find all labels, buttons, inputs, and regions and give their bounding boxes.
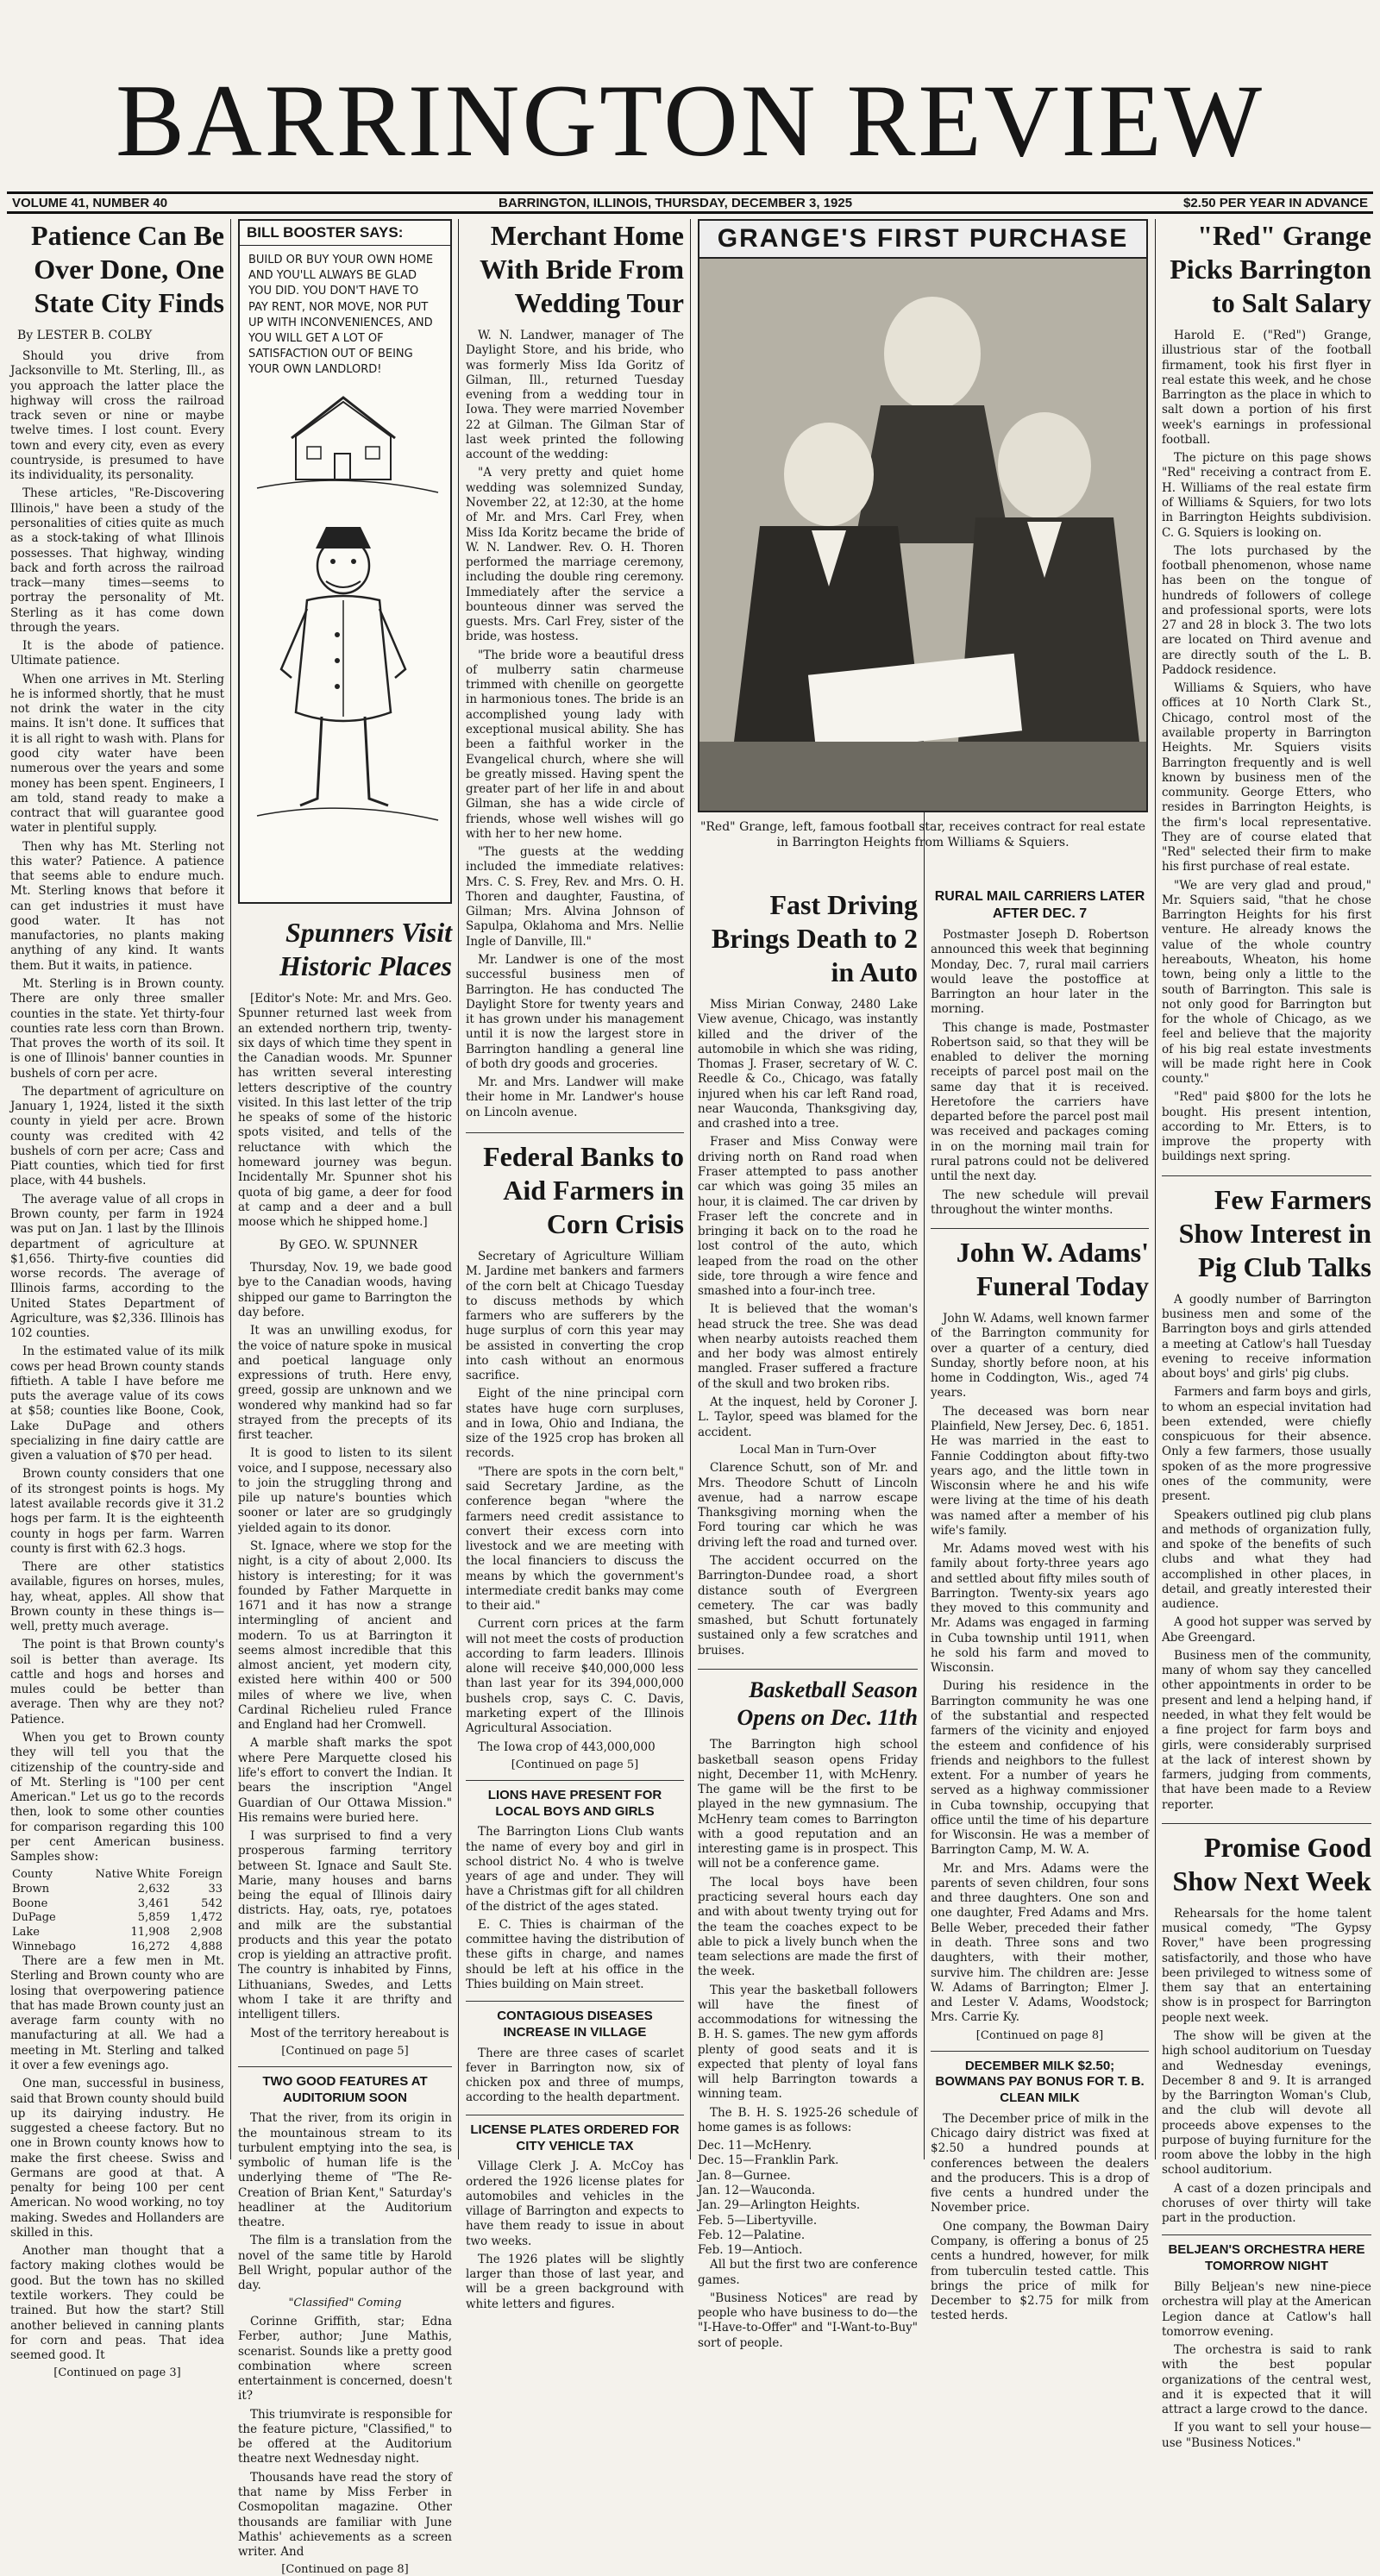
paragraph: "The bride wore a beautiful dress of mulberry satin charmeuse trimmed with chenille on georgette in harmonious tones. The bride is an accomplished young lady with exceptional musical ability. She has been a faithful worker in the Evangelical church, where she will be greatly missed. Having spent the greater part of her life in and about Gilman, she has a wide circle of friends, whose well wishes will go with her to her new home. <box>466 648 684 841</box>
table-cell: DuPage <box>12 1911 56 1925</box>
article-milk <box>931 2112 1149 2324</box>
headline-fast-driving: Fast Driving Brings Death to 2 in Auto <box>711 889 918 988</box>
schedule-item: Jan. 8—Gurnee. <box>698 2168 791 2183</box>
byline-colby: By LESTER B. COLBY <box>17 329 153 343</box>
schedule-item: Feb. 5—Libertyville. <box>698 2213 818 2228</box>
paragraph: During his residence in the Barrington community he was one of the substantial and respected farmers of the vicinity and enjoyed the esteem and confidence of his friends and neighbors to the fullest extent. For a number of years he served as a highway commissioner in Cuba township, occupying that office until the time of his departure for Wisconsin. He was a member of Barrington Camp, M. W. A. <box>931 1679 1149 1858</box>
paragraph: That the river, from its origin in the mountainous stream to its turbulent emptying into the sea, is symbolic of human life is the underlying theme of "The Re-Creation of Brian Kent," Saturday's headliner at the Auditorium theatre. <box>238 2111 452 2230</box>
schedule-item: Dec. 11—McHenry. <box>698 2139 812 2153</box>
paragraph: It is the abode of patience. Ultimate patience. <box>10 639 224 668</box>
paragraph: Harold E. ("Red") Grange, illustrious star of the football firmament, took his first flyer in real estate this week, and he chose Barrington as the place in which to salt down a portion of his first week's earnings in professional football. <box>1162 329 1371 447</box>
paragraph: The deceased was born near Plainfield, New Jersey, Dec. 6, 1851. He was married in the east to Fannie Coddington about fifty-two years ago, and the little town in Wisconsin where he and his wife were living at the time of his death was named after a member of his wife's family. <box>931 1404 1149 1538</box>
paragraph: The 1926 plates will be slightly larger than those of last year, and will be a green background with white letters and figures. <box>466 2252 684 2311</box>
continued-note: [Continued on page 3] <box>53 2366 181 2380</box>
table-cell: 2,908 <box>190 1925 223 1939</box>
table-cell: Boone <box>12 1896 48 1910</box>
article-farmers <box>1162 1293 1371 1813</box>
column-rule <box>690 219 691 2159</box>
cartoon-text: BUILD OR BUY YOUR OWN HOME AND YOU'LL ALWAYS BE GLAD YOU DID. YOU DON'T HAVE TO PAY RENT, NOR MOVE, NOR PUT UP WITH INCONVENIENCES, AND YOU WILL GET A LOT OF SATISFACTION OUT OF BEING YOUR OWN LANDLORD! <box>248 254 434 377</box>
paragraph: A good hot supper was served by Abe Greengard. <box>1162 1615 1371 1645</box>
table-row <box>10 1897 224 1912</box>
paragraph: Thousands have read the story of that name by Miss Ferber in Cosmopolitan magazine. Other thousands are familiar with June Mathis' achievements as a screen writer. And <box>238 2470 452 2560</box>
paragraph: There are a few men in Mt. Sterling and Brown county who are losing that overpowering patience that has made Brown county just an average farm county with no manufacturing at all. We had a meeting in Mt. Sterling and talked it over a few evenings ago. <box>10 1954 224 2072</box>
paragraph: The new schedule will prevail throughout the winter months. <box>931 1188 1149 1217</box>
paragraph: "The guests at the wedding included the immediate relatives: Mrs. C. S. Frey, Rev. and Mrs. O. H. Thoren and daughter, Faustina, of Gilman; Mrs. Alvina Johnson of Sapulpa, Oklahoma and Mrs. Nellie Ingle of Danville, Ill." <box>466 845 684 949</box>
column-2 <box>238 219 452 2576</box>
column-4-lower <box>698 888 918 2350</box>
headline-merchant: Merchant Home With Bride From Wedding Tour <box>479 220 684 319</box>
paragraph: At the inquest, held by Coroner J. L. Taylor, speed was blamed for the accident. <box>698 1395 918 1439</box>
table-cell: 16,272 <box>130 1940 171 1953</box>
headline-milk: DECEMBER MILK $2.50; BOWMANS PAY BONUS FOR T. B. CLEAN MILK <box>931 2051 1149 2107</box>
headline-lions: LIONS HAVE PRESENT FOR LOCAL BOYS AND GIRLS <box>466 1780 684 1821</box>
headline-plates: LICENSE PLATES ORDERED FOR CITY VEHICLE TAX <box>466 2115 684 2155</box>
headline-orchestra: BELJEAN'S ORCHESTRA HERE TOMORROW NIGHT <box>1162 2234 1371 2275</box>
paragraph: Current corn prices at the farm will not meet the costs of production according to farm leaders. Illinois alone will receive $40,000,000 less than last year for its 394,000,000 bushels crop, says C. C. Davis, marketing expert of the Illinois Agricultural Association. <box>466 1617 684 1736</box>
table-cell: 33 <box>208 1883 223 1896</box>
headline-basketball: Basketball Season Opens on Dec. 11th <box>698 1669 918 1731</box>
article-adams <box>931 1312 1149 2025</box>
bill-booster-illustration <box>240 385 450 868</box>
table-cell: 4,888 <box>190 1940 223 1953</box>
paragraph: Postmaster Joseph D. Robertson announced this week that beginning Monday, Dec. 7, rural mail carriers would leave the postoffice at Barrington an hour later in the morning. <box>931 928 1149 1017</box>
paragraph: "A very pretty and quiet home wedding was solemnized Sunday, November 22, at 12:30, at the home of Mr. and Mrs. Carl Frey, when Miss Ida Koritz became the bride of W. N. Landwer. Rev. O. H. Thoren performed the marriage ceremony, including the double ring ceremony. Immediately after the service a bounteous dinner was served the guests. Mrs. Carl Frey, sister of the bride, was hostess. <box>466 466 684 644</box>
paragraph: Should you drive from Jacksonville to Mt. Sterling, Ill., as you approach the latter place the highway will cross the railroad track seven or nine or maybe twelve times. I lost count. Every town and every city, even as every countryside, is presumed to have its individuality, its personality. <box>10 349 224 483</box>
cartoon-title: BILL BOOSTER SAYS: <box>240 221 450 246</box>
continued-note: [Continued on page 8] <box>281 2563 409 2576</box>
paragraph: Village Clerk J. A. McCoy has ordered the 1926 license plates for automobiles and vehicles in the village of Barrington and expects to have them ready to issue in about two weeks. <box>466 2159 684 2248</box>
paragraph: A marble shaft marks the spot where Pere Marquette closed his life's effort to convert the Indian. It bears the inscription "Angel Guardian of Our Ottawa Mission." His remains were buried here. <box>238 1736 452 1825</box>
paragraph: E. C. Thies is chairman of the committee having the distribution of these gifts in charge, and names should be left at his office in the Thies building on Main street. <box>466 1917 684 1991</box>
paragraph: The lots purchased by the football phenomenon, whose name has been on the tongue of hundreds of followers of college and professional sports, were lots 27 and 28 in block 3. The two lots are located on Third avenue and are directly south of the L. B. Paddock residence. <box>1162 543 1371 677</box>
subhead-classified: "Classified" Coming <box>288 2297 402 2310</box>
article-orchestra <box>1162 2280 1371 2451</box>
article-basketball <box>698 1738 918 2351</box>
paragraph: "Red" paid $800 for the lots he bought. His present intention, according to Mr. Etters, is to improve the property with buildings next spring. <box>1162 1090 1371 1164</box>
schedule-item: Dec. 15—Franklin Park. <box>698 2153 839 2168</box>
dateline: BARRINGTON, ILLINOIS, THURSDAY, DECEMBER 3, 1925 <box>499 195 853 210</box>
paragraph: The B. H. S. 1925-26 schedule of home games is as follows: <box>698 2105 918 2134</box>
table-cell: 3,461 <box>137 1896 171 1910</box>
paragraph: When one arrives in Mt. Sterling he is informed shortly, that he must not drink the water in the city mains. It isn't done. It suffices that it is all right to wash with. Plans for good city water have been numerous over the years and some money has been spent. Engineers, I am told, stand ready to make a contract that will guarantee good water in plentiful supply. <box>10 672 224 836</box>
headline-red-grange: "Red" Grange Picks Barrington to Salt Salary <box>1170 220 1371 319</box>
schedule-item: Jan. 12—Wauconda. <box>698 2184 816 2198</box>
byline-spunner: By GEO. W. SPUNNER <box>279 1238 418 1253</box>
headline-mail-carriers: RURAL MAIL CARRIERS LATER AFTER DEC. 7 <box>934 889 1145 921</box>
paragraph: The Barrington high school basketball season opens Friday night, December 11, with McHenry. The game will be the first to be played in the new gymnasium. The McHenry team comes to Barrington with a good reputation and an interesting game is in prospect. This will not be a conference game. <box>698 1738 918 1871</box>
paragraph: In the estimated value of its milk cows per head Brown county stands fiftieth. A table I have before me puts the average value of its cows at $58; counties like Boone, Cook, Lake DuPage and others specializing in fine dairy cattle are given a valuation of $70 per head. <box>10 1344 224 1463</box>
paragraph: "There are spots in the corn belt," said Secretary Jardine, as the conference began "where the farmers need credit assistance to convert their excess corn into livestock and we are meeting with the local financiers to discuss the means by which the government's intermediate credit banks may come to their aid." <box>466 1464 684 1614</box>
article-banks <box>466 1250 684 1755</box>
article-plates <box>466 2159 684 2312</box>
paragraph: I was surprised to find a very prosperous farming territory between St. Ignace and Sault Ste. Marie, many houses and barns being the equal of Illinois dairy districts. Hay, oats, rye, potatoes and milk are the substantial products and this year the potato crop is yielding an attractive profit. The country is inhabited by Finns, Lithuanians, Swedes, and Letts whom I take it are thrifty and intelligent tillers. <box>238 1829 452 2022</box>
paragraph: It is believed that the woman's head struck the tree. She was dead when nearby autoists reached them and her body was almost entirely mangled. Fraser suffered a fracture of the skull and two broken ribs. <box>698 1302 918 1391</box>
headline-spunner: Spunners Visit Historic Places <box>279 917 452 982</box>
table-row <box>10 1911 224 1926</box>
paragraph: Secretary of Agriculture William M. Jardine met bankers and farmers of the corn belt at Chicago Tuesday to discuss methods by which farmers who are sufferers by the huge surplus of corn this year may be assisted in converting the crop into cash without an enormous sacrifice. <box>466 1250 684 1383</box>
paragraph: The picture on this page shows "Red" receiving a contract from E. H. Williams of the real estate firm of Williams & Squiers, for two lots in Barrington Heights subdivision. C. G. Squiers is looking on. <box>1162 451 1371 540</box>
table-row <box>10 1883 224 1897</box>
paragraph: St. Ignace, where we stop for the night, is a city of about 2,000. Its history is interesting; for it was founded by Father Marquette in 1671 and it has now a strange intermingling of ancient and modern. To us at Barrington it seems almost incredible that this almost ancient, yet modern city, existed here within 400 or 500 miles of where we live, when Cardinal Richelieu ruled France and England had her Cromwell. <box>238 1539 452 1733</box>
subscription-price: $2.50 PER YEAR IN ADVANCE <box>1183 195 1368 210</box>
photo-caption: "Red" Grange, left, famous football star, receives contract for real estate in Barrington Heights from Williams & Squiers. <box>699 820 1146 850</box>
article-body <box>10 349 224 2363</box>
grange-contract-photo <box>699 259 1146 811</box>
table-row <box>10 1940 224 1955</box>
paragraph: W. N. Landwer, manager of The Daylight Store, and his bride, who was formerly Miss Ida Goritz of Gilman, Ill., returned Tuesday evening from a wedding tour in Iowa. They were married November 22 at Gilman. The Gilman Star of last week printed the following account of the wedding: <box>466 329 684 462</box>
headline-adams: John W. Adams' Funeral Today <box>931 1228 1149 1303</box>
paragraph: The show will be given at the high school auditorium on Tuesday and Wednesday evenings, December 8 and 9. It is arranged by the Barrington Woman's Club, and the club will devote all proceeds above expenses to the purpose of buying furniture for the room above the lobby in the high school auditorium. <box>1162 2029 1371 2178</box>
paragraph: "We are very glad and proud," Mr. Squiers said, "that he chose Barrington Heights for his first venture. He already knows the value of the whole country hereabouts, Wheaton, his home town, being only a little to the south of Barrington. This sale is not only good for Barrington but for the whole of Chicago, as we feel and believe that the majority of his big real estate investments will be made right here in Cook county." <box>1162 878 1371 1087</box>
paragraph: Miss Mirian Conway, 2480 Lake View avenue, Chicago, was instantly killed and the driver of the automobile in which she was riding, Thomas J. Fraser, secretary of W. C. Reedle & Co., Chicago, was fatally injured when his car left Rand road, near Wauconda, Thanksgiving day, and crashed into a tree. <box>698 998 918 1131</box>
column-3 <box>466 219 684 2311</box>
continued-note: [Continued on page 5] <box>511 1758 639 1771</box>
paragraph: Another man thought that a factory making clothes would be good. But the town has no skilled textile workers. They could be trained. But how the start? Still another believed in canning plants for corn and peas. That idea seemed good. It <box>10 2244 224 2363</box>
folio-bar <box>7 191 1373 214</box>
headline-farmers: Few Farmers Show Interest in Pig Club Talks <box>1162 1175 1371 1284</box>
paragraph: If you want to sell your house—use "Business Notices." <box>1162 2421 1371 2450</box>
column-rule <box>1155 219 1156 2159</box>
continued-note: [Continued on page 8] <box>975 2028 1104 2042</box>
paragraph: Most of the territory hereabout is <box>250 2026 449 2040</box>
paragraph: The point is that Brown county's soil is better than average. Its cattle and hogs and horses and mules could be better than average. Then why are they not? Patience. <box>10 1638 224 1727</box>
table-cell: Brown <box>12 1883 50 1896</box>
column-5-lower <box>931 888 1149 2323</box>
paragraph: Speakers outlined pig club plans and methods of organization fully, and spoke of the benefits of such clubs and what they had accomplished in other places, in detail, and greatly interested their audience. <box>1162 1507 1371 1612</box>
paragraph: One man, successful in business, said that Brown county should build up its dairying industry. He suggested a cheese factory. But no one in Brown county knows how to make the first cheese. Swiss and Germans are good at that. A penalty for being 100 per cent American. No wood working, no toy making. Swedes and Hollanders are skilled in this. <box>10 2077 224 2240</box>
paragraph: There are other statistics available, figures on horses, mules, hay, wheat, apples. All show that Brown county in these things is—well, pretty much average. <box>10 1560 224 1634</box>
table-cell: 542 <box>201 1896 223 1910</box>
paragraph: Eight of the nine principal corn states have huge corn surpluses, and in Iowa, Ohio and Indiana, the size of the 1925 crop has broken all records. <box>466 1387 684 1461</box>
bill-booster-cartoon <box>238 219 452 904</box>
paragraph: Corinne Griffith, star; Edna Ferber, author; June Mathis, scenarist. Sounds like a pretty good combination where screen entertainment is concerned, doesn't it? <box>238 2315 452 2404</box>
subhead-turnover: Local Man in Turn-Over <box>739 1443 876 1457</box>
paragraph: A cast of a dozen principals and choruses of over thirty will take part in the production. <box>1162 2181 1371 2226</box>
schedule-item: Feb. 12—Palatine. <box>698 2228 806 2242</box>
headline-features: TWO GOOD FEATURES AT AUDITORIUM SOON <box>238 2066 452 2107</box>
paragraph: The orchestra is said to rank with the best popular organizations of the central west, and it is expected that it will attract a large crowd to the dance. <box>1162 2343 1371 2417</box>
headline-patience: Patience Can Be Over Done, One State City Finds <box>31 220 224 319</box>
paragraph: Rehearsals for the home talent musical comedy, "The Gypsy Rover," have been progressing satisfactorily, and those who have been privileged to witness some of them say that an entertaining show is in prospect for Barrington people next week. <box>1162 1906 1371 2025</box>
paragraph: Brown county considers that one of its strongest points is hogs. My latest available records give it 31.2 hogs per farm. It is the eighteenth county in hogs per farm. Warren county is first with 62.3 hogs. <box>10 1467 224 1556</box>
paragraph: The department of agriculture on January 1, 1924, listed it the sixth county in yield per acre. Brown county was credited with 42 bushels of corn per acre; Cass and Piatt counties, which tied for first place, with 44 bushels. <box>10 1084 224 1188</box>
paragraph: The Iowa crop of 443,000,000 <box>478 1739 656 1754</box>
paragraph: It was an unwilling exodus, for the voice of nature spoke in musical and poetical language only expressions of truth. Here envy, greed, gossip are unknown and we wondered why mankind had so far strayed from the precepts of its first teacher. <box>238 1324 452 1443</box>
column-rule <box>458 219 459 2159</box>
paragraph: This change is made, Postmaster Robertson said, so that they will be enabled to deliver the morning receipts of parcel post mail on the same day that it is received. Heretofore the carriers have departed before the parcel post mail was received and packages coming in on the morning mail train for rural patrons could not be delivered until the next day. <box>931 1020 1149 1184</box>
table-cell: Winnebago <box>12 1940 76 1953</box>
paragraph: Mr. and Mrs. Adams were the parents of seven children, four sons and three daughters. One son and one daughter, Fred Adams and Mrs. Belle Weber, preceded their father in death. Three sons and two daughters, with their mother, survive him. The children are: Jesse W. Adams of Barrington; Elmer J. and Lester V. Adams, Woodstock; Mrs. Carrie Ky. <box>931 1861 1149 2025</box>
grange-photo-block <box>698 219 1148 892</box>
population-table <box>10 1868 224 1954</box>
table-header: Native White <box>95 1868 171 1882</box>
table-header: County <box>12 1868 53 1882</box>
volume-number: VOLUME 41, NUMBER 40 <box>12 195 168 210</box>
paragraph: It is good to listen to its silent voice, and I suppose, necessary also to join the struggling throng and pile up nature's bounties which sooner or later are so grudgingly yielded again to its donor. <box>238 1446 452 1535</box>
paragraph: The film is a translation from the novel of the same title by Harold Bell Wright, popular author of the day. <box>238 2234 452 2293</box>
paragraph: Mr. Landwer is one of the most successful business men of Barrington. He has conducted The Daylight Store for twenty years and it has grown under his management until it is now the largest store in Barrington handling a general line of both dry goods and groceries. <box>466 952 684 1071</box>
paragraph: Fraser and Miss Conway were driving north on Rand road when Fraser attempted to pass another car which was going 35 miles an hour, it is claimed. The car driven by Fraser left the concrete and in bringing it back on to the road he lost control of the auto, which leaped from the road on the other side, tore through a wire fence and smashed into a four-inch tree. <box>698 1135 918 1299</box>
paragraph: Mt. Sterling is in Brown county. There are only three smaller counties in the state. Yet thirty-four counties rate less corn than Brown. That proves the worth of its soil. It is one of Illinois' banner counties in bushels of corn per acre. <box>10 976 224 1081</box>
paragraph: Mr. Adams moved west with his family about forty-three years ago and settled about fifty miles south of Barrington. Twenty-six years ago they moved to this community and Mr. Adams was engaged in farming in Cuba township until 1911, when he sold his farm and moved to Wisconsin. <box>931 1542 1149 1676</box>
paragraph: The Barrington Lions Club wants the name of every boy and girl in school district No. 4 who is twelve years of age and under. They will have a Christmas gift for all children of the district of the ages stated. <box>466 1825 684 1914</box>
article-patience <box>10 219 224 2380</box>
masthead: BARRINGTON REVIEW <box>115 63 1265 178</box>
article-spunner <box>238 992 452 2041</box>
table-cell: 11,908 <box>130 1925 171 1939</box>
article-mail-carriers <box>931 928 1149 1218</box>
column-rule <box>230 219 231 2159</box>
paragraph: Business men of the community, many of whom say they cancelled other appointments in order to be present and lend a helping hand, if needed, in what they felt would be a fine project for farm boys and girls, were considerably surprised at the lack of interest shown by farmers, judging from comments, that have been made to a Review reporter. <box>1162 1648 1371 1812</box>
continued-note: [Continued on page 5] <box>281 2044 409 2058</box>
article-promise <box>1162 1907 1371 2227</box>
photo-frame <box>698 219 1148 812</box>
article-merchant <box>466 329 684 1120</box>
paragraph: A goodly number of Barrington business men and some of the Barrington boys and girls attended a meeting at Catlow's hall Tuesday evening to receive information about boys' and girls' pig clubs. <box>1162 1292 1371 1382</box>
article-features <box>238 2111 452 2560</box>
paragraph: The average value of all crops in Brown county, per farm in 1924 was put on Jan. 1 last by the Illinois department of agriculture at $1,656. Thirty-five counties did worse records. The average of Illinois farms, according to the United States Department of Agriculture, was $2,336. Illinois has 102 counties. <box>10 1192 224 1341</box>
table-cell: 5,859 <box>137 1911 171 1925</box>
table-cell: Lake <box>12 1925 40 1939</box>
paragraph: Clarence Schutt, son of Mr. and Mrs. Theodore Schutt of Lincoln avenue, had a narrow escape Thanksgiving morning when the Ford touring car which he was driving left the road and turned over. <box>698 1461 918 1550</box>
paragraph: Then why has Mt. Sterling not this water? Patience. A patience that seems able to endure much. Mt. Sterling knows that before it can get industries it must have good water. It has not manufactories, no plants making anything of any kind. It wants them. But it waits, in patience. <box>10 839 224 973</box>
table-cell: 1,472 <box>190 1911 223 1925</box>
paragraph: The accident occurred on the Barrington-Dundee road, a short distance south of Evergreen cemetery. The car was badly smashed, but Schutt fortunately sustained only a few scratches and bruises. <box>698 1554 918 1658</box>
paragraph: Farmers and farm boys and girls, to whom an especial invitation had been extended, were chiefly conspicuous for their absence. Only a few farmers, those usually spoken of as the more progressive ones of the community, were present. <box>1162 1385 1371 1504</box>
table-header-row <box>10 1868 224 1883</box>
schedule-item: Feb. 19—Antioch. <box>698 2243 803 2258</box>
paragraph: John W. Adams, well known farmer of the Barrington community for over a quarter of a century, died Sunday, shortly before noon, at his home in Coddington, Wis., aged 74 years. <box>931 1312 1149 1401</box>
paragraph: The local boys have been practicing several hours each day and with about twenty trying out for the team the coaches expect to be able to pick a lively bunch when the team selections are made the first of the week. <box>698 1875 918 1979</box>
paragraph: There are three cases of scarlet fever in Barrington now, six of chicken pox and three of mumps, according to the health department. <box>466 2046 684 2105</box>
paragraph: Mr. and Mrs. Landwer will make their home in Mr. Landwer's house on Lincoln avenue. <box>466 1075 684 1119</box>
paragraph: Williams & Squiers, who have offices at 10 North Clark St., Chicago, control most of the available property in Barrington Heights. Mr. Squiers visits Barrington frequently and is well known by business men of the community. George Etters, who resides in Barrington Heights, is the firm's local representative. They are of course elated that "Red" selected their firm to make his first purchase of real estate. <box>1162 681 1371 874</box>
paragraph: "Business Notices" are read by people who have business to do—the "I-Have-to-Offer" and "I-Want-to-Buy" sort of people. <box>698 2291 918 2350</box>
paragraph: This year the basketball followers will have the finest of accommodations for witnessing the B. H. S. games. The new gym affords plenty of good seats and it is expected that plenty of loyal fans will help Barrington towards a winning team. <box>698 1983 918 2102</box>
paragraph: Billy Beljean's new nine-piece orchestra will play at the American Legion dance at Catlow's hall tomorrow evening. <box>1162 2279 1371 2339</box>
headline-contagious: CONTAGIOUS DISEASES INCREASE IN VILLAGE <box>466 2001 684 2041</box>
article-contagious <box>466 2046 684 2106</box>
paragraph: All but the first two are conference games. <box>698 2258 918 2287</box>
paragraph: When you get to Brown county they will tell you that the citizenship of the country-side and of Mt. Sterling is "100 per cent American." Let us go to the records then, look to some other counties for comparison regarding this 100 per cent American business. Samples show: <box>10 1731 224 1865</box>
paragraph: This triumvirate is responsible for the feature picture, "Classified," to be offered at the Auditorium theatre next Wednesday night. <box>238 2407 452 2466</box>
photo-title: GRANGE'S FIRST PURCHASE <box>699 221 1146 259</box>
article-red-grange <box>1162 329 1371 1165</box>
article-lions <box>466 1825 684 1992</box>
schedule-item: Jan. 29—Arlington Heights. <box>698 2198 861 2213</box>
article-fast-driving <box>698 998 918 1658</box>
table-cell: 2,632 <box>137 1883 171 1896</box>
paragraph: Thursday, Nov. 19, we bade good bye to the Canadian woods, having shipped our game to Barrington the day before. <box>238 1261 452 1320</box>
column-6 <box>1162 219 1371 2450</box>
headline-banks: Federal Banks to Aid Farmers in Corn Crisis <box>466 1132 684 1241</box>
headline-promise: Promise Good Show Next Week <box>1162 1823 1371 1898</box>
table-header: Foreign <box>179 1868 223 1882</box>
editor-note: [Editor's Note: Mr. and Mrs. Geo. Spunner returned last week from an extended northern trip, twenty-six days of which time they spent in the Canadian woods. Mr. Spunner has written several interesting letters descriptive of the country visited. In this last letter of the trip he speaks of some of the historic spots visited, and tells of the reluctance with which the homeward journey was begun. Incidentally Mr. Spunner shot his quota of big game, a deer for food at camp and a deer and a bull moose which he shipped home.] <box>238 992 452 1230</box>
table-row <box>10 1926 224 1940</box>
paragraph: The December price of milk in the Chicago dairy district was fixed at $2.50 a hundred pounds at conferences between the dealers and the producers. This is a drop of five cents a hundred under the November price. <box>931 2111 1149 2216</box>
paragraph: These articles, "Re-Discovering Illinois," have been a study of the personalities of cities quite as much as a stock-taking of what Illinois possesses. That highway, winding back and forth across the railroad track—many times—seems to portray the personality of Mt. Sterling as it has come down through the years. <box>10 486 224 635</box>
paragraph: One company, the Bowman Dairy Company, is offering a bonus of 25 cents a hundred, however, for milk from tuberculin tested cattle. This brings the price of milk for December to $2.75 for milk from tested herds. <box>931 2219 1149 2323</box>
